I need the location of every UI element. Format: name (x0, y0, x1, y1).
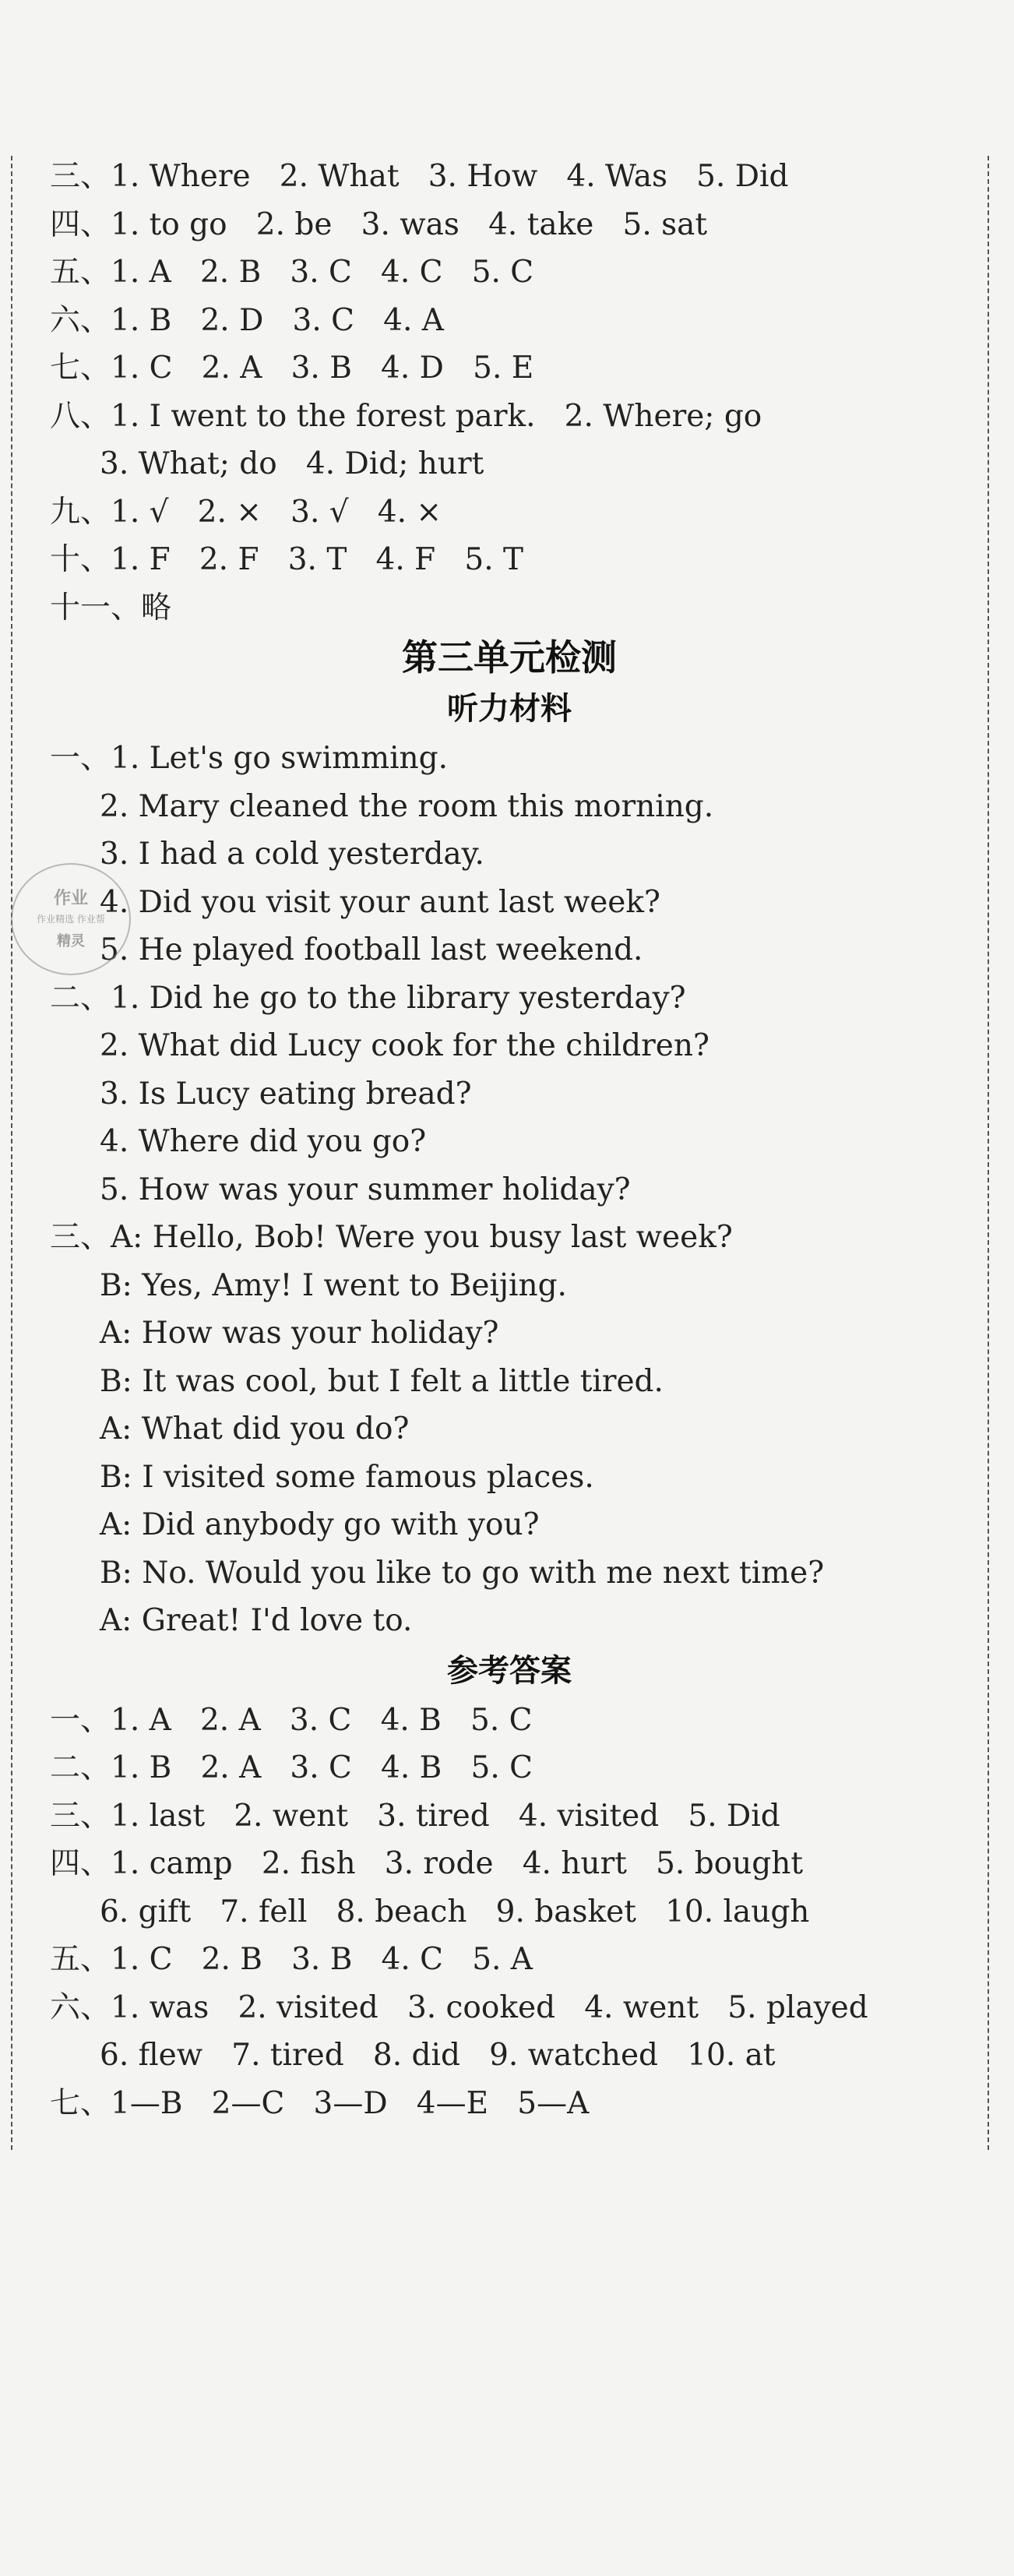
answer-line: 七、1—B 2—C 3—D 4—E 5—A (50, 2085, 590, 2121)
answer-line: 三、1. last 2. went 3. tired 4. visited 5. Did (50, 1798, 780, 1834)
dialogue-line: B: I visited some famous places. (100, 1459, 594, 1495)
answer-line: 一、1. A 2. A 3. C 4. B 5. C (50, 1702, 533, 1738)
listening-line: 2. Mary cleaned the room this morning. (100, 788, 714, 824)
watermark-stamp (11, 863, 131, 975)
unit-title: 第三单元检测 (402, 636, 617, 678)
dialogue-line: B: It was cool, but I felt a little tired. (100, 1363, 664, 1399)
listening-line: 4. Where did you go? (100, 1124, 427, 1159)
listening-line: 2. What did Lucy cook for the children? (100, 1028, 709, 1063)
answer-line: 6. flew 7. tired 8. did 9. watched 10. at (100, 2038, 776, 2073)
right-dashed-border (988, 156, 989, 2150)
listening-title: 听力材料 (447, 691, 572, 727)
answer-line: 九、1. √ 2. × 3. √ 4. × (50, 494, 442, 530)
listening-line: 5. He played football last weekend. (100, 932, 643, 967)
answer-line: 五、1. A 2. B 3. C 4. C 5. C (50, 255, 534, 290)
answer-line: 六、1. B 2. D 3. C 4. A (50, 302, 444, 338)
listening-line: 4. Did you visit your aunt last week? (100, 884, 660, 920)
answer-line: 七、1. C 2. A 3. B 4. D 5. E (50, 351, 534, 386)
listening-line: 3. I had a cold yesterday. (100, 837, 484, 872)
dialogue-line: B: Yes, Amy! I went to Beijing. (100, 1267, 567, 1303)
dialogue-line: A: Great! I'd love to. (100, 1603, 413, 1638)
answer-line: 二、1. B 2. A 3. C 4. B 5. C (50, 1750, 533, 1785)
dialogue-line: A: Did anybody go with you? (100, 1507, 540, 1542)
answer-line: 四、1. to go 2. be 3. was 4. take 5. sat (50, 206, 708, 242)
dialogue-line: B: No. Would you like to go with me next time? (100, 1555, 825, 1591)
answer-line: 十一、略 (50, 590, 172, 625)
answer-line: 四、1. camp 2. fish 3. rode 4. hurt 5. bought (50, 1846, 804, 1881)
answer-line: 八、1. I went to the forest park. 2. Where; go (50, 398, 762, 434)
content-column (50, 153, 969, 2127)
answer-line: 十、1. F 2. F 3. T 4. F 5. T (50, 542, 524, 577)
listening-line: 二、1. Did he go to the library yesterday? (50, 980, 686, 1016)
answer-line: 六、1. was 2. visited 3. cooked 4. went 5. played (50, 1989, 868, 2025)
answer-line: 三、1. Where 2. What 3. How 4. Was 5. Did (50, 159, 789, 194)
dialogue-line: 三、A: Hello, Bob! Were you busy last week? (50, 1220, 733, 1255)
answers-title: 参考答案 (447, 1652, 572, 1689)
listening-line: 3. Is Lucy eating bread? (100, 1076, 472, 1112)
listening-line: 5. How was your summer holiday? (100, 1172, 631, 1207)
answer-line: 3. What; do 4. Did; hurt (100, 446, 484, 481)
stamp-bottom-text: 精灵 (57, 933, 85, 950)
left-dashed-border (11, 156, 12, 2150)
dialogue-line: A: What did you do? (100, 1411, 410, 1447)
answer-line: 6. gift 7. fell 8. beach 9. basket 10. laugh (100, 1894, 810, 1929)
answer-line: 五、1. C 2. B 3. B 4. C 5. A (50, 1942, 533, 1977)
stamp-middle-text: 作业精选 作业帮 (37, 914, 105, 925)
dialogue-line: A: How was your holiday? (100, 1316, 499, 1351)
stamp-top-text: 作业 (53, 889, 88, 908)
listening-line: 一、1. Let's go swimming. (50, 741, 449, 776)
